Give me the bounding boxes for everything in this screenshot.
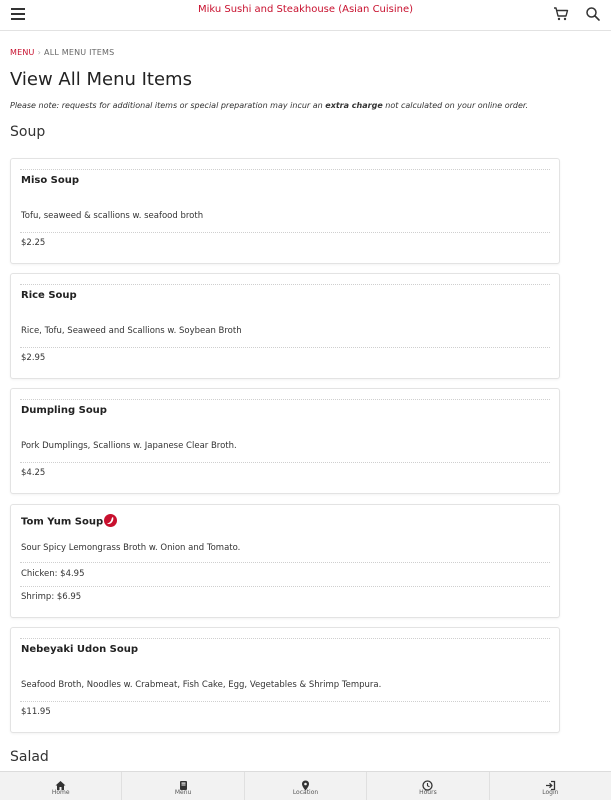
menu-item-description: Seafood Broth, Noodles w. Crabmeat, Fish Cake, Egg, Vegetables & Shrimp Tempura. [21, 680, 382, 690]
menu-item-description: Tofu, seaweed & scallions w. seafood broth [21, 211, 204, 221]
nav-menu[interactable]: Menu [122, 772, 244, 800]
breadcrumb [10, 48, 114, 57]
shopping-cart-icon[interactable] [553, 6, 569, 22]
menu-item-card[interactable] [10, 388, 560, 494]
special-request-note: Please note: requests for additional items or special preparation may incur an extra charge not calculated on your online order. [10, 101, 528, 110]
menu-item-price: $4.25 [21, 468, 46, 478]
menu-item-card[interactable] [10, 504, 560, 618]
menu-item-name: Tom Yum Soup [21, 515, 117, 528]
spicy-pepper-icon [104, 514, 117, 527]
menu-item-card[interactable] [10, 627, 560, 733]
menu-item-price: $11.95 [21, 707, 51, 717]
menu-item-description: Sour Spicy Lemongrass Broth w. Onion and Tomato. [21, 543, 241, 553]
extra-charge-emphasis: extra charge [325, 101, 383, 110]
menu-item-name: Miso Soup [21, 175, 80, 186]
menu-item-card[interactable] [10, 273, 560, 379]
menu-item-name: Dumpling Soup [21, 405, 107, 416]
section-heading-soup: Soup [10, 124, 46, 140]
login-icon [490, 776, 611, 787]
top-bar [0, 0, 611, 31]
menu-item-price: $2.95 [21, 353, 46, 363]
menu-item-name: Rice Soup [21, 290, 77, 301]
bottom-nav [0, 771, 611, 800]
menu-item-description: Rice, Tofu, Seaweed and Scallions w. Soybean Broth [21, 326, 242, 336]
clock-icon [367, 776, 488, 787]
page-title: View All Menu Items [10, 69, 192, 90]
nav-hours[interactable]: Hours [367, 772, 489, 800]
menu-item-price-chicken: Chicken: $4.95 [21, 569, 85, 579]
breadcrumb-separator: › [37, 48, 42, 57]
menu-item-price-shrimp: Shrimp: $6.95 [21, 592, 82, 602]
search-icon[interactable] [585, 6, 601, 22]
menu-item-price: $2.25 [21, 238, 46, 248]
book-icon [122, 776, 243, 787]
menu-item-description: Pork Dumplings, Scallions w. Japanese Clear Broth. [21, 441, 237, 451]
map-pin-icon [245, 776, 366, 787]
nav-location[interactable]: Location [245, 772, 367, 800]
restaurant-title: Miku Sushi and Steakhouse (Asian Cuisine) [197, 4, 414, 15]
menu-item-card[interactable] [10, 158, 560, 264]
nav-home[interactable]: Home [0, 772, 122, 800]
breadcrumb-current: ALL MENU ITEMS [44, 48, 115, 57]
breadcrumb-menu-link[interactable]: MENU [10, 48, 35, 57]
nav-login[interactable]: Login [490, 772, 611, 800]
section-heading-salad: Salad [10, 749, 49, 765]
home-icon [0, 776, 121, 787]
menu-item-name: Nebeyaki Udon Soup [21, 644, 139, 655]
